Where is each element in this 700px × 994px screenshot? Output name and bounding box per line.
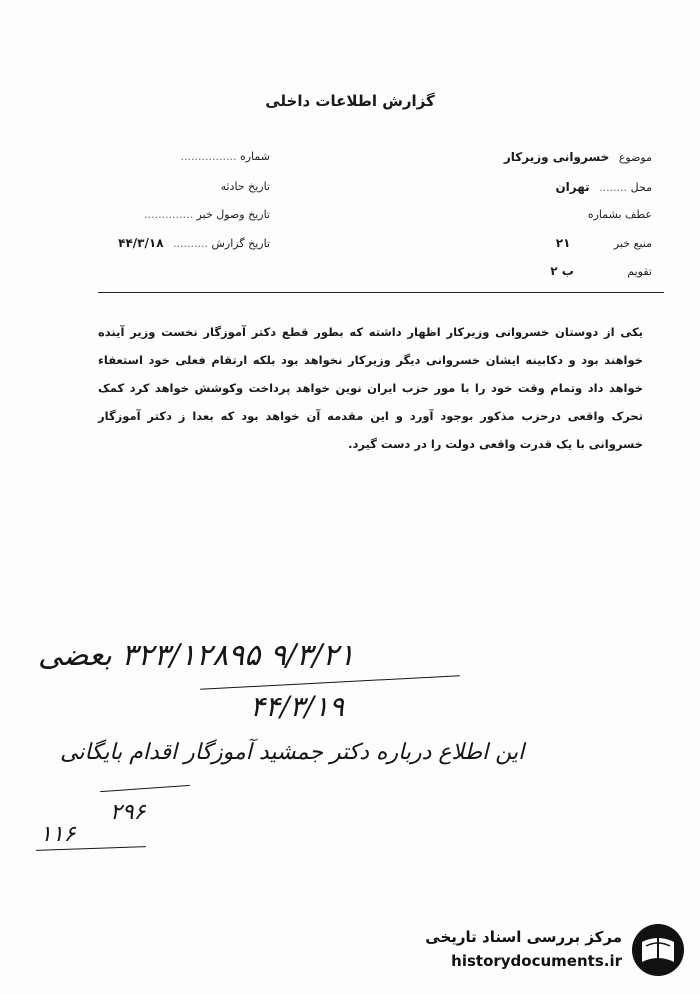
book-icon: [628, 920, 688, 980]
incident-date-label: تاریخ حادثه: [220, 180, 270, 193]
evaluation-value: ب ۲: [550, 264, 574, 278]
report-date-dots: ..........: [173, 237, 208, 250]
report-body: یکی از دوستان خسروانی وزیرکار اظهار داشته که بطور قطع دکتر آموزگار نخست وزیر آینده خواهند بود و دکابینه ایشان خسروانی دیگر وزیرکار نخواهد بود بلکه ارتقام فعلی خود استعفاء خواهد داد وتمام وقت خود را با مور حزب ایران نوین خواهد پرداخت وکوشش خواهد کرد کمک تحرک واقعی درحزب مذکور بوجود آورد و این مقدمه آن خواهد بود که بعدا ز دکتر آموزگار خسروانی با یک قدرت واقعی دولت را در دست گیرد.: [98, 325, 643, 451]
handwritten-file-number: ۲۹۶: [110, 800, 146, 825]
news-receipt-label: تاریخ وصول خبر: [196, 208, 270, 221]
watermark-url[interactable]: historydocuments.ir: [451, 952, 622, 970]
handwritten-underline: [200, 675, 460, 690]
place-label: محل: [630, 181, 652, 194]
subject-value: خسروانی وزیرکار: [503, 150, 610, 164]
place-value: تهران: [555, 180, 590, 194]
number-field: [181, 150, 270, 163]
document-title: گزارش اطلاعات داخلی: [265, 92, 435, 110]
watermark-org-name: مرکز بررسی اسناد تاریخی: [425, 928, 622, 946]
number-label: شماره: [239, 150, 270, 163]
archive-watermark: [388, 920, 688, 980]
handwritten-stroke: [100, 785, 190, 792]
handwritten-date: ۴۴/۳/۱۹: [250, 690, 345, 723]
report-date-value: ۴۴/۳/۱۸: [118, 236, 164, 250]
report-date-label: تاریخ گزارش: [211, 237, 270, 250]
attachment-field: [588, 208, 652, 221]
source-field: [556, 236, 652, 250]
place-field: [555, 180, 652, 194]
evaluation-label: تقویم: [627, 265, 652, 278]
handwritten-reference-line: ۹/۳/۲۱ ۳۲۳/۱۲۸۹۵ بعضی: [38, 638, 355, 673]
news-receipt-dots: ..............: [144, 208, 194, 221]
subject-field: [504, 150, 652, 164]
news-receipt-field: [144, 208, 270, 221]
number-dots: ................: [180, 150, 237, 163]
place-dots: ........: [599, 181, 628, 194]
handwritten-instruction: این اطلاع درباره دکتر جمشید آموزگار اقدام بایگانی: [60, 740, 525, 765]
evaluation-field: [550, 264, 652, 278]
subject-label: موضوع: [618, 151, 652, 164]
source-label: منبع خبر: [613, 237, 652, 250]
handwritten-archive-number: ۱۱۶: [40, 822, 76, 847]
attachment-label: عطف بشماره: [587, 208, 652, 221]
header-divider: [98, 292, 664, 293]
report-date-field: [118, 236, 270, 250]
incident-date-field: [221, 180, 270, 193]
source-value: ۲۱: [555, 236, 571, 250]
